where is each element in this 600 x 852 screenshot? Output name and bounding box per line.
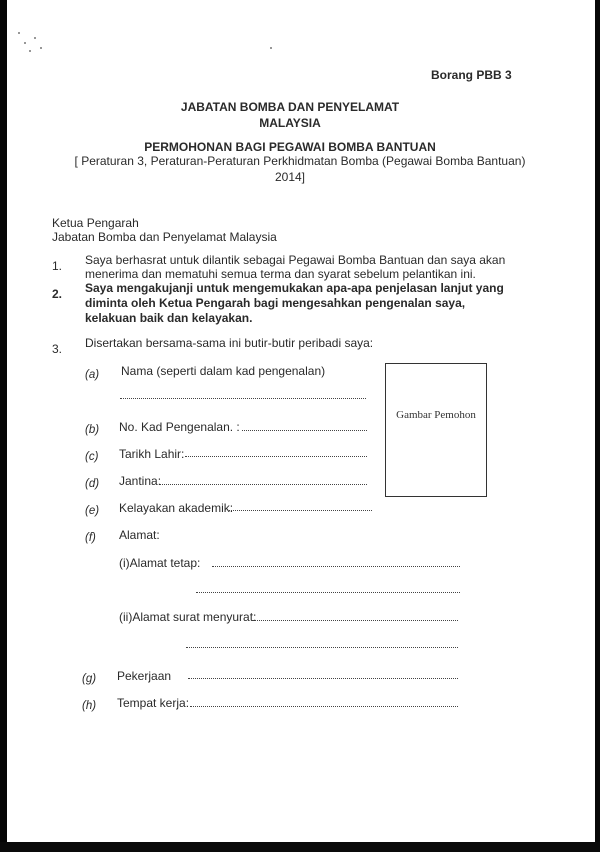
field-d-label: Jantina:: [119, 474, 162, 488]
mailing-address-label: (ii)Alamat surat menyurat:: [119, 610, 257, 624]
clause-1-number: 1.: [52, 259, 63, 273]
addressee-department: Jabatan Bomba dan Penyelamat Malaysia: [52, 230, 277, 244]
regulation-reference: [ Peraturan 3, Peraturan-Peraturan Perkhidmatan Bomba (Pegawai Bomba Bantuan): [74, 154, 526, 168]
addressee-title: Ketua Pengarah: [52, 216, 139, 230]
scan-speck: [40, 47, 42, 49]
permanent-address-input-line[interactable]: [212, 566, 460, 567]
occupation-input-line[interactable]: [188, 678, 458, 679]
clause-1-line: menerima dan mematuhi semua terma dan syarat sebelum pelantikan ini.: [85, 267, 476, 281]
scan-speck: [24, 42, 26, 44]
form-code: Borang PBB 3: [431, 68, 512, 82]
field-b-label: No. Kad Pengenalan. :: [119, 420, 240, 434]
date-of-birth-input-line[interactable]: [185, 456, 367, 457]
field-e-label: Kelayakan akademik:: [119, 501, 234, 515]
field-b-letter: (b): [85, 424, 100, 436]
permanent-address-input-line-2[interactable]: [196, 592, 460, 593]
scan-speck: [18, 32, 20, 34]
field-c-label: Tarikh Lahir:: [119, 447, 185, 461]
field-d-letter: (d): [85, 478, 100, 490]
scan-speck: [270, 47, 272, 49]
scan-border-bottom: [0, 842, 600, 852]
gender-input-line[interactable]: [160, 484, 367, 485]
name-input-line[interactable]: [120, 398, 366, 399]
clause-3-number: 3.: [52, 342, 63, 356]
mailing-address-input-line-2[interactable]: [186, 647, 458, 648]
applicant-photo-box[interactable]: [385, 363, 487, 497]
form-title: PERMOHONAN BAGI PEGAWAI BOMBA BANTUAN: [144, 140, 436, 154]
field-g-label: Pekerjaan: [117, 669, 172, 683]
clause-2-number: 2.: [52, 287, 63, 301]
field-a-label: Nama (seperti dalam kad pengenalan): [121, 364, 326, 378]
field-a-letter: (a): [85, 369, 100, 381]
scan-speck: [29, 50, 31, 52]
field-f-label: Alamat:: [119, 528, 160, 542]
scan-speck: [34, 37, 36, 39]
department-country: MALAYSIA: [259, 116, 321, 130]
clause-1-line: Saya berhasrat untuk dilantik sebagai Pegawai Bomba Bantuan dan saya akan: [85, 253, 506, 267]
clause-2-line: diminta oleh Ketua Pengarah bagi mengesahkan pengenalan saya,: [85, 296, 466, 310]
department-name: JABATAN BOMBA DAN PENYELAMAT: [180, 100, 400, 114]
field-c-letter: (c): [85, 451, 99, 463]
photo-box-caption: Gambar Pemohon: [396, 409, 476, 421]
scan-border-left: [0, 0, 7, 852]
mailing-address-input-line[interactable]: [252, 620, 458, 621]
scan-border-right: [595, 0, 600, 852]
clause-2-line: kelakuan baik dan kelayakan.: [85, 311, 253, 325]
clause-2-line: Saya mengakujanji untuk mengemukakan apa-apa penjelasan lanjut yang: [85, 281, 504, 295]
field-f-letter: (f): [85, 532, 96, 544]
field-h-letter: (h): [82, 700, 97, 712]
field-g-letter: (g): [82, 673, 97, 685]
field-e-letter: (e): [85, 505, 100, 517]
regulation-year: 2014]: [274, 170, 306, 184]
permanent-address-label: (i)Alamat tetap:: [119, 556, 201, 570]
ic-number-input-line[interactable]: [242, 430, 367, 431]
academic-qualification-input-line[interactable]: [229, 510, 372, 511]
workplace-input-line[interactable]: [190, 706, 458, 707]
field-h-label: Tempat kerja:: [117, 696, 190, 710]
clause-3-line: Disertakan bersama-sama ini butir-butir peribadi saya:: [85, 336, 374, 350]
